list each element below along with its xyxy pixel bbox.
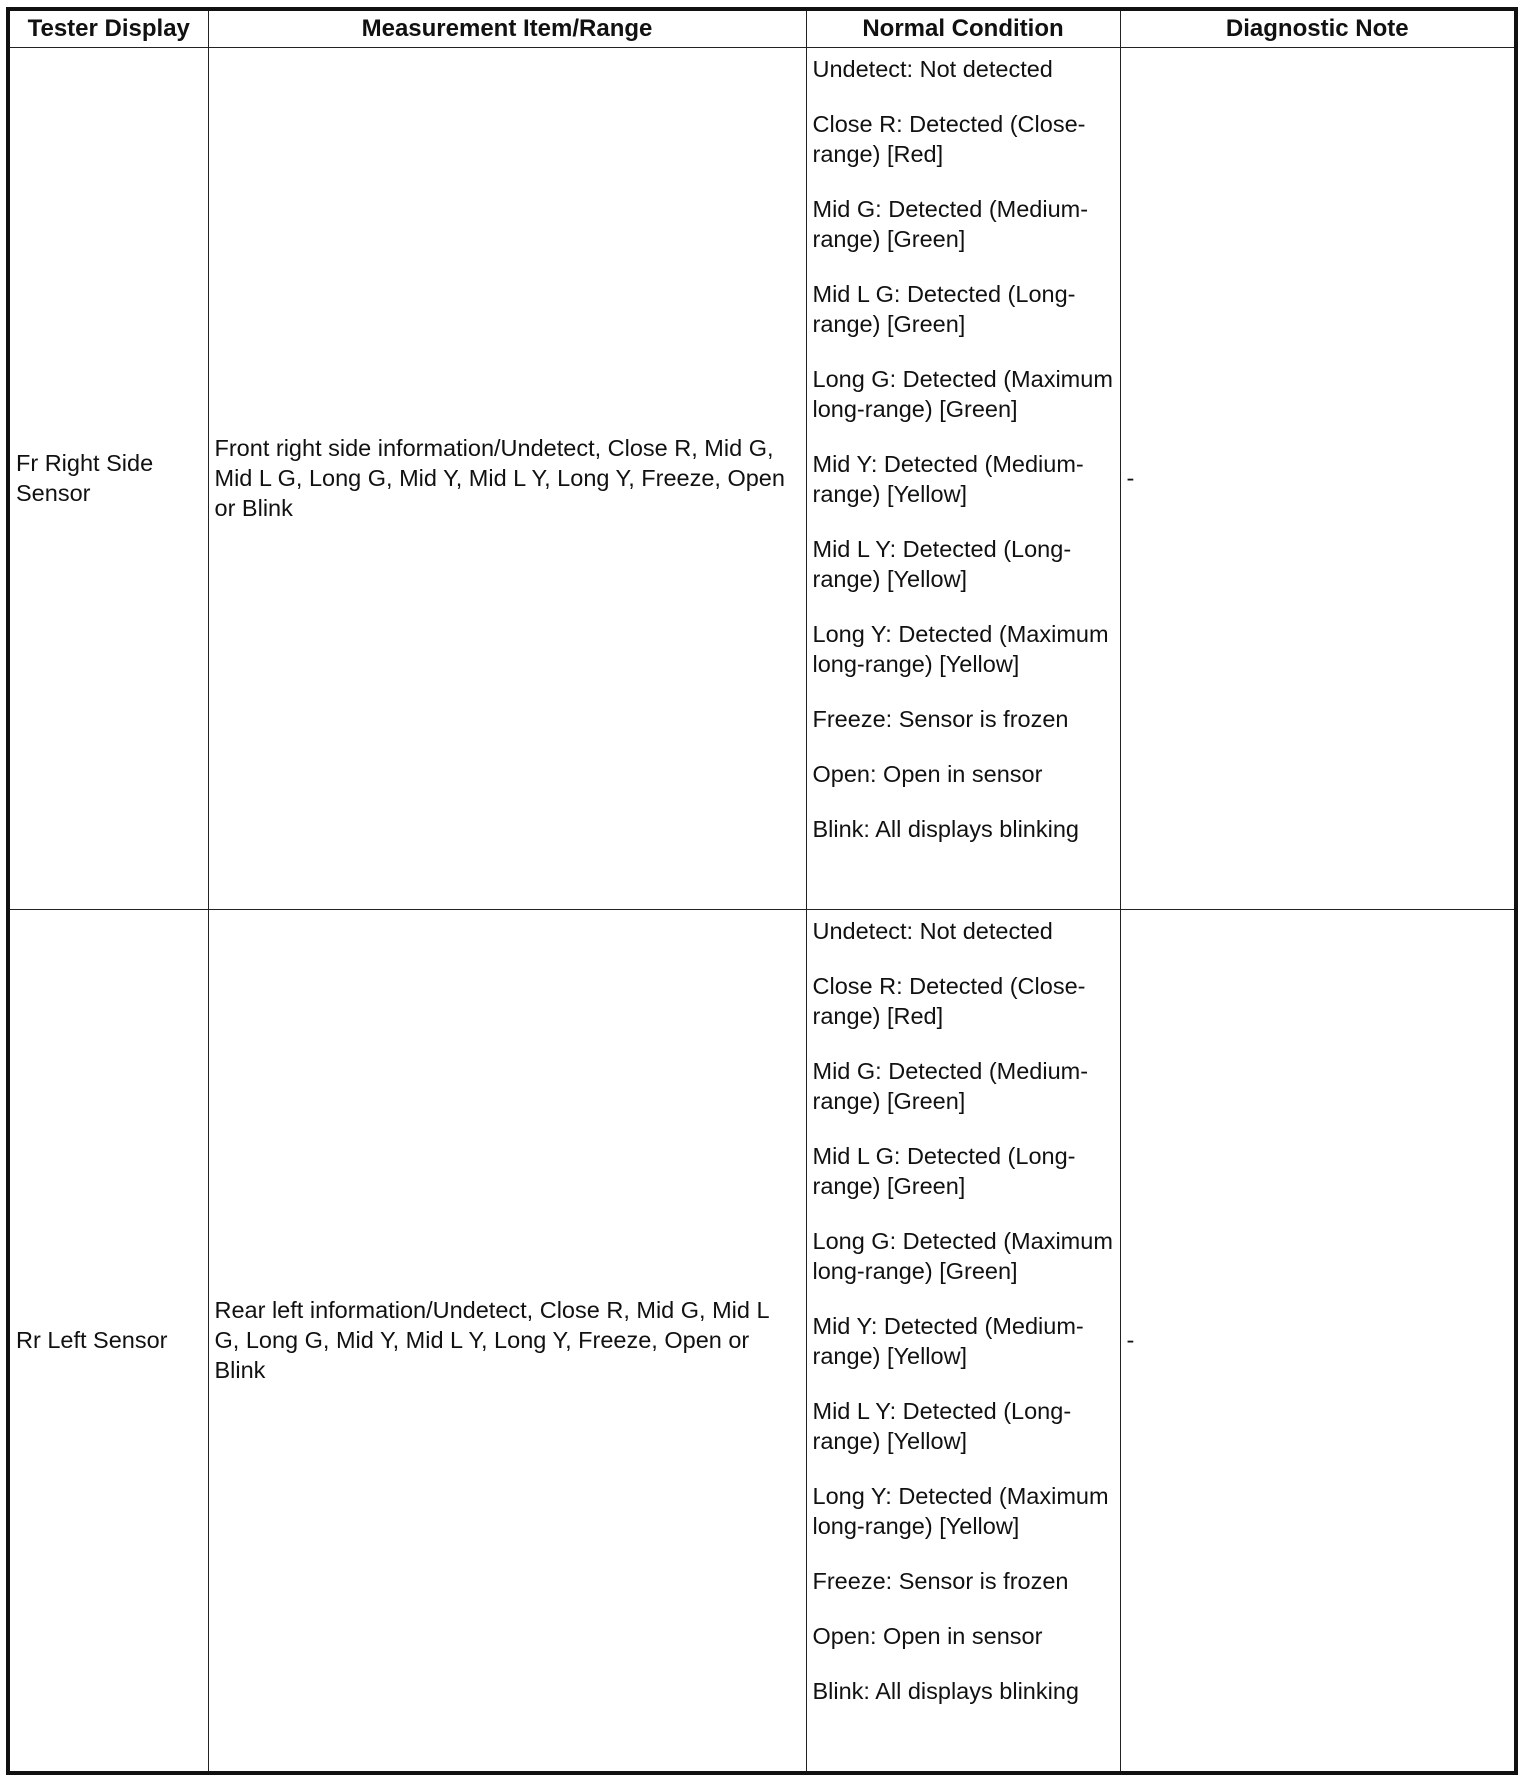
- measurement-cell: Rear left information/Undetect, Close R, Mid G, Mid L G, Long G, Mid Y, Mid L Y, Long Y, Freeze, Open or Blink: [208, 909, 806, 1773]
- condition-item: Mid Y: Detected (Medium-range) [Yellow]: [812, 1312, 1084, 1369]
- header-measurement-item: Measurement Item/Range: [208, 9, 806, 48]
- condition-item: Open: Open in sensor: [812, 1622, 1043, 1649]
- measurement-cell: Front right side information/Undetect, Close R, Mid G, Mid L G, Long G, Mid Y, Mid L Y, Long Y, Freeze, Open or Blink: [208, 48, 806, 910]
- condition-item: Blink: All displays blinking: [812, 1677, 1079, 1704]
- data-list-table: [6, 7, 1518, 1775]
- condition-item: Freeze: Sensor is frozen: [812, 1567, 1069, 1594]
- table-row: [8, 909, 1516, 1773]
- condition-item: Undetect: Not detected: [812, 917, 1053, 944]
- condition-item: Mid L G: Detected (Long-range) [Green]: [812, 1142, 1076, 1199]
- header-diagnostic-note: Diagnostic Note: [1120, 9, 1516, 48]
- condition-item: Blink: All displays blinking: [812, 816, 1079, 842]
- condition-item: Freeze: Sensor is frozen: [812, 706, 1069, 732]
- condition-item: Mid L Y: Detected (Long-range) [Yellow]: [812, 536, 1072, 592]
- normal-condition-cell: [806, 48, 1120, 910]
- condition-item: Open: Open in sensor: [812, 761, 1043, 787]
- condition-item: Mid Y: Detected (Medium-range) [Yellow]: [812, 451, 1084, 507]
- condition-item: Mid G: Detected (Medium-range) [Green]: [812, 196, 1089, 252]
- condition-item: Long Y: Detected (Maximum long-range) [Yellow]: [812, 1482, 1109, 1539]
- condition-item: Mid G: Detected (Medium-range) [Green]: [812, 1057, 1089, 1114]
- tester-display-cell: Rr Left Sensor: [8, 909, 208, 1773]
- header-tester-display: Tester Display: [8, 9, 208, 48]
- diagnostic-note-cell: -: [1120, 48, 1516, 910]
- condition-item: Mid L Y: Detected (Long-range) [Yellow]: [812, 1397, 1072, 1454]
- diagnostic-note-cell: -: [1120, 909, 1516, 1773]
- condition-item: Close R: Detected (Close-range) [Red]: [812, 111, 1086, 167]
- table-row: [8, 48, 1516, 910]
- header-normal-condition: Normal Condition: [806, 9, 1120, 48]
- condition-item: Long G: Detected (Maximum long-range) [Green]: [812, 1227, 1113, 1284]
- condition-item: Long Y: Detected (Maximum long-range) [Yellow]: [812, 621, 1109, 677]
- condition-item: Close R: Detected (Close-range) [Red]: [812, 972, 1086, 1029]
- condition-item: Mid L G: Detected (Long-range) [Green]: [812, 281, 1076, 337]
- condition-item: Undetect: Not detected: [812, 56, 1053, 82]
- normal-condition-cell: [806, 909, 1120, 1773]
- header-row: [8, 9, 1516, 48]
- condition-item: Long G: Detected (Maximum long-range) [Green]: [812, 366, 1113, 422]
- tester-display-cell: Fr Right Side Sensor: [8, 48, 208, 910]
